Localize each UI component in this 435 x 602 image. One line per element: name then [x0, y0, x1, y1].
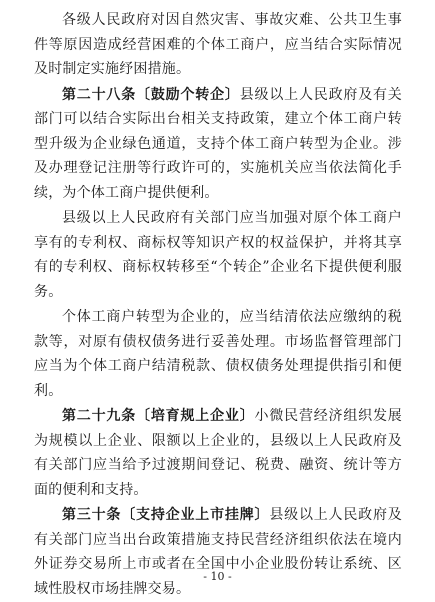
article-title: 〔培育规上企业〕: [136, 408, 255, 424]
article-28: [34, 83, 402, 206]
document-body: [34, 8, 402, 602]
paragraph-text: 个体工商户转型为企业的，应当结清依法应缴纳的税款等，对原有债权债务进行妥善处理。市场监督管理部门应当为个体工商户结清税款、债权债务处理提供指引和便利。: [34, 309, 402, 399]
page-number: - 10 -: [203, 570, 232, 583]
article-title: 〔鼓励个转企〕: [136, 86, 240, 103]
article-number: 第二十八条: [62, 86, 137, 103]
article-number: 第二十九条: [62, 408, 137, 424]
paragraph-tax-settlement: [34, 305, 402, 403]
article-30: [34, 503, 402, 601]
paragraph-text: 县级以上人民政府及有关部门应当出台政策措施支持民营经济组织依法在境内外证券交易所上市或者在全国中小企业股份转让系统、区域性股权市场挂牌交易。: [34, 507, 402, 597]
paragraph-text: 各级人民政府对因自然灾害、事故灾难、公共卫生事件等原因造成经营困难的个体工商户，应当结合实际情况及时制定实施纾困措施。: [34, 12, 402, 77]
paragraph-text: 县级以上人民政府有关部门应当加强对原个体工商户享有的专利权、商标权等知识产权的权益保护，并将其享有的专利权、商标权转移至“个转企”企业名下提供便利服务。: [34, 210, 402, 300]
paragraph-text: 小微民营经济组织发展为规模以上企业、限额以上企业的，县级以上人民政府及有关部门应当给予过渡期间登记、税费、融资、统计等方面的便利和支持。: [34, 408, 402, 498]
paragraph-relief-measures: [34, 8, 402, 82]
article-number: 第三十条: [62, 507, 122, 523]
article-29: [34, 404, 402, 502]
paragraph-text: 县级以上人民政府及有关部门可以结合实际出台相关支持政策，建立个体工商户转型升级为企业绿色通道，支持个体工商户转型为企业。涉及办理登记注册等行政许可的，实施机关应当依法简化手续，为个体工商户提供便利。: [34, 86, 403, 201]
article-title: 〔支持企业上市挂牌〕: [121, 507, 270, 523]
paragraph-ip-protection: [34, 206, 402, 304]
